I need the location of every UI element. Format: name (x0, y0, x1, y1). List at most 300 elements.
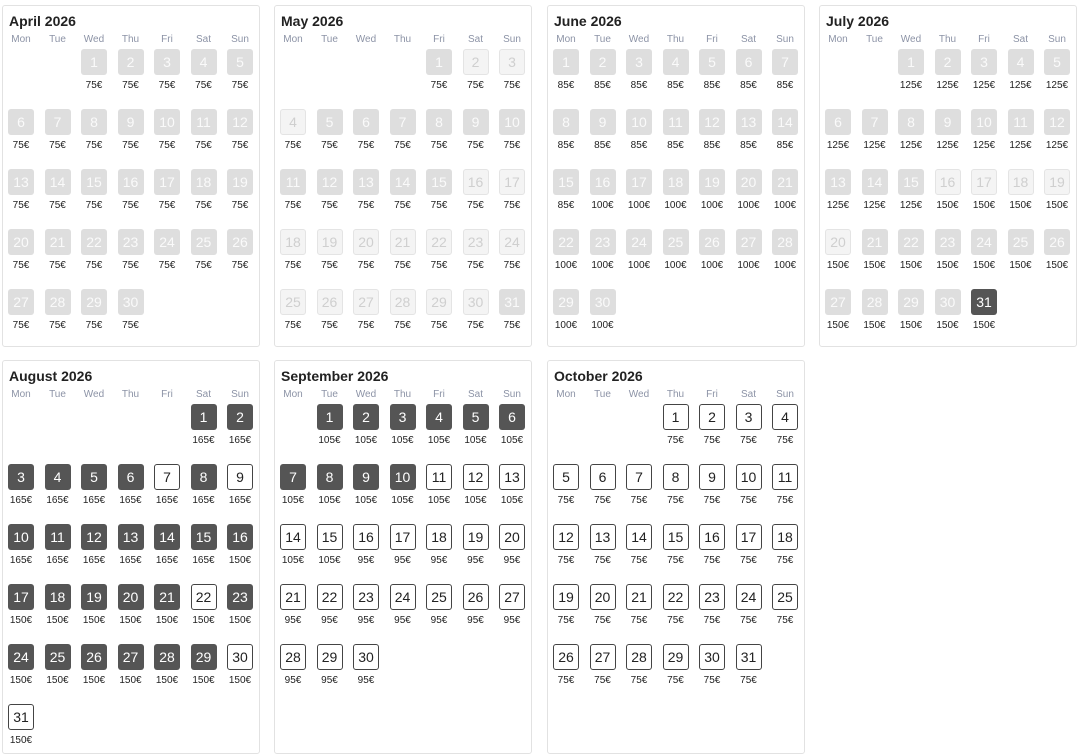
day-price: 75€ (158, 80, 176, 91)
day-cell-disabled: 27 (353, 289, 379, 315)
day-cell-past: 15 (81, 169, 107, 195)
day-cell-past: 29 (898, 289, 924, 315)
day-price: 125€ (899, 140, 923, 151)
day-cell-avail[interactable]: 31 (8, 704, 34, 730)
day-cell-past: 1 (898, 49, 924, 75)
day-cell-avail[interactable]: 13 (590, 524, 616, 550)
day-cell-avail[interactable]: 20 (590, 584, 616, 610)
day-price: 75€ (321, 200, 338, 211)
month-panel (274, 360, 532, 754)
day-cell-avail[interactable]: 17 (390, 524, 416, 550)
day-price: 75€ (467, 200, 484, 211)
day-price: 75€ (703, 675, 721, 686)
day-price: 165€ (82, 555, 106, 566)
day-cell-avail[interactable]: 16 (699, 524, 725, 550)
day-cell-avail[interactable]: 23 (353, 584, 379, 610)
day-cell-past: 13 (353, 169, 379, 195)
day-price: 75€ (430, 320, 448, 331)
day-cell-past: 7 (772, 49, 798, 75)
day-price: 165€ (228, 495, 252, 506)
day-cell-booked: 10 (8, 524, 34, 550)
day-price: 95€ (321, 615, 338, 626)
weekday-header: Thu (121, 389, 140, 400)
weekday-header: Tue (866, 34, 883, 45)
day-price: 105€ (281, 555, 305, 566)
weekday-header: Sun (503, 389, 521, 400)
day-cell-past: 4 (191, 49, 217, 75)
day-cell-booked: 23 (227, 584, 253, 610)
day-price: 75€ (740, 615, 757, 626)
day-cell-avail[interactable]: 14 (626, 524, 652, 550)
day-price: 85€ (630, 140, 648, 151)
day-cell-past: 27 (736, 229, 762, 255)
day-cell-past: 4 (1008, 49, 1034, 75)
day-cell-past: 19 (227, 169, 253, 195)
weekday-header: Sat (740, 34, 756, 45)
month-panel (819, 5, 1077, 347)
day-price: 125€ (863, 140, 886, 151)
day-cell-past: 16 (118, 169, 144, 195)
day-cell-past: 15 (553, 169, 579, 195)
day-price: 75€ (49, 140, 66, 151)
day-price: 150€ (46, 615, 69, 626)
day-cell-past: 2 (935, 49, 961, 75)
day-price: 95€ (357, 555, 375, 566)
day-price: 150€ (192, 615, 215, 626)
day-cell-avail[interactable]: 7 (626, 464, 652, 490)
day-price: 75€ (195, 140, 212, 151)
day-cell-avail[interactable]: 19 (463, 524, 489, 550)
day-cell-past: 13 (8, 169, 34, 195)
day-price: 75€ (231, 200, 249, 211)
day-cell-avail[interactable]: 28 (626, 644, 652, 670)
day-price: 75€ (467, 320, 484, 331)
day-cell-past: 4 (663, 49, 689, 75)
day-cell-past: 17 (626, 169, 652, 195)
day-cell-disabled: 23 (463, 229, 489, 255)
day-price: 100€ (700, 260, 724, 271)
day-price: 75€ (85, 140, 103, 151)
day-cell-past: 11 (663, 109, 689, 135)
weekday-header: Wed (355, 34, 377, 45)
day-price: 105€ (500, 495, 524, 506)
month-title: September 2026 (281, 368, 389, 384)
day-cell-past: 23 (935, 229, 961, 255)
day-cell-avail[interactable]: 17 (736, 524, 762, 550)
day-cell-avail[interactable]: 3 (736, 404, 762, 430)
day-price: 75€ (430, 80, 448, 91)
day-cell-avail[interactable]: 20 (499, 524, 525, 550)
day-cell-past: 20 (8, 229, 34, 255)
day-cell-avail[interactable]: 31 (736, 644, 762, 670)
month-panel (2, 5, 260, 347)
day-price: 75€ (158, 140, 176, 151)
weekday-header: Mon (828, 34, 848, 45)
weekday-header: Fri (978, 34, 990, 45)
day-price: 85€ (740, 80, 757, 91)
day-cell-past: 10 (499, 109, 525, 135)
day-price: 125€ (826, 140, 850, 151)
day-cell-past: 8 (553, 109, 579, 135)
day-price: 125€ (1045, 140, 1069, 151)
day-cell-avail[interactable]: 16 (353, 524, 379, 550)
day-price: 95€ (503, 615, 521, 626)
day-cell-past: 26 (699, 229, 725, 255)
weekday-header: Sat (467, 34, 483, 45)
day-cell-booked: 24 (8, 644, 34, 670)
day-cell-avail[interactable]: 10 (736, 464, 762, 490)
month-title: April 2026 (9, 13, 76, 29)
day-price: 75€ (231, 260, 249, 271)
day-cell-avail[interactable]: 27 (499, 584, 525, 610)
day-price: 150€ (155, 615, 179, 626)
day-price: 75€ (557, 555, 575, 566)
day-cell-disabled: 16 (935, 169, 961, 195)
day-cell-avail[interactable]: 30 (699, 644, 725, 670)
day-cell-avail[interactable]: 24 (736, 584, 762, 610)
day-cell-past: 23 (118, 229, 144, 255)
day-cell-avail[interactable]: 5 (553, 464, 579, 490)
day-price: 150€ (228, 615, 252, 626)
day-cell-avail[interactable]: 25 (772, 584, 798, 610)
day-price: 75€ (430, 260, 448, 271)
day-cell-avail[interactable]: 24 (390, 584, 416, 610)
day-price: 75€ (503, 200, 521, 211)
day-cell-past: 18 (191, 169, 217, 195)
day-price: 150€ (826, 260, 850, 271)
day-price: 85€ (776, 80, 794, 91)
day-cell-avail[interactable]: 9 (227, 464, 253, 490)
day-cell-booked: 13 (118, 524, 144, 550)
day-cell-avail[interactable]: 1 (663, 404, 689, 430)
day-price: 75€ (667, 555, 684, 566)
day-cell-booked: 21 (154, 584, 180, 610)
day-cell-past: 20 (736, 169, 762, 195)
day-cell-avail[interactable]: 28 (280, 644, 306, 670)
day-price: 75€ (122, 260, 139, 271)
day-price: 100€ (627, 200, 651, 211)
day-price: 150€ (899, 320, 923, 331)
day-cell-past: 12 (1044, 109, 1070, 135)
day-price: 75€ (630, 675, 648, 686)
day-price: 85€ (703, 140, 721, 151)
day-price: 75€ (158, 200, 176, 211)
day-cell-booked: 18 (45, 584, 71, 610)
day-price: 100€ (664, 200, 687, 211)
day-cell-avail[interactable]: 18 (772, 524, 798, 550)
day-cell-past: 22 (81, 229, 107, 255)
month-panel (2, 360, 260, 754)
day-price: 150€ (46, 675, 69, 686)
day-cell-avail[interactable]: 22 (191, 584, 217, 610)
day-price: 85€ (740, 140, 757, 151)
day-cell-past: 5 (227, 49, 253, 75)
day-cell-disabled: 2 (463, 49, 489, 75)
weekday-header: Wed (628, 389, 650, 400)
day-cell-avail[interactable]: 22 (317, 584, 343, 610)
day-price: 165€ (119, 555, 142, 566)
day-cell-avail[interactable]: 26 (463, 584, 489, 610)
day-cell-booked: 6 (499, 404, 525, 430)
day-price: 75€ (703, 435, 721, 446)
day-price: 75€ (122, 140, 139, 151)
day-price: 100€ (591, 260, 614, 271)
day-price: 100€ (554, 260, 578, 271)
weekday-header: Sat (467, 389, 483, 400)
day-cell-past: 21 (772, 169, 798, 195)
day-price: 95€ (394, 555, 411, 566)
day-cell-booked: 26 (81, 644, 107, 670)
day-price: 75€ (703, 615, 721, 626)
day-price: 105€ (354, 435, 378, 446)
day-cell-past: 2 (590, 49, 616, 75)
weekday-header: Tue (321, 389, 338, 400)
weekday-header: Wed (900, 34, 922, 45)
weekday-header: Fri (706, 389, 718, 400)
day-cell-past: 3 (154, 49, 180, 75)
day-price: 75€ (503, 320, 521, 331)
day-price: 150€ (1009, 260, 1032, 271)
day-cell-disabled: 4 (280, 109, 306, 135)
day-price: 95€ (430, 615, 448, 626)
day-cell-avail[interactable]: 26 (553, 644, 579, 670)
day-price: 165€ (46, 555, 69, 566)
day-price: 75€ (394, 140, 411, 151)
day-price: 105€ (318, 555, 341, 566)
day-price: 75€ (557, 495, 575, 506)
day-cell-avail[interactable]: 29 (317, 644, 343, 670)
day-price: 75€ (776, 495, 794, 506)
day-cell-booked: 16 (227, 524, 253, 550)
day-cell-avail[interactable]: 30 (353, 644, 379, 670)
day-cell-past: 9 (463, 109, 489, 135)
day-cell-booked: 14 (154, 524, 180, 550)
weekday-header: Sat (195, 34, 211, 45)
day-cell-avail[interactable]: 8 (663, 464, 689, 490)
day-cell-past: 9 (935, 109, 961, 135)
day-cell-avail[interactable]: 2 (699, 404, 725, 430)
day-cell-past: 25 (191, 229, 217, 255)
day-price: 95€ (284, 675, 302, 686)
day-cell-booked: 1 (317, 404, 343, 430)
day-cell-avail[interactable]: 6 (590, 464, 616, 490)
day-price: 150€ (155, 675, 179, 686)
day-cell-past: 23 (590, 229, 616, 255)
day-price: 165€ (155, 555, 179, 566)
day-cell-past: 11 (280, 169, 306, 195)
day-cell-booked: 15 (191, 524, 217, 550)
day-price: 95€ (357, 675, 375, 686)
day-cell-past: 11 (1008, 109, 1034, 135)
month-title: August 2026 (9, 368, 93, 384)
day-price: 75€ (594, 615, 611, 626)
day-price: 75€ (284, 140, 302, 151)
day-price: 150€ (972, 200, 996, 211)
day-cell-avail[interactable]: 12 (463, 464, 489, 490)
day-price: 75€ (394, 200, 411, 211)
day-cell-avail[interactable]: 30 (227, 644, 253, 670)
day-cell-past: 18 (663, 169, 689, 195)
day-price: 95€ (503, 555, 521, 566)
day-price: 100€ (591, 200, 614, 211)
day-cell-disabled: 3 (499, 49, 525, 75)
day-price: 150€ (9, 675, 33, 686)
day-cell-avail[interactable]: 22 (663, 584, 689, 610)
weekday-header: Thu (938, 34, 957, 45)
day-price: 150€ (972, 260, 996, 271)
day-price: 75€ (776, 555, 794, 566)
day-cell-past: 1 (81, 49, 107, 75)
day-price: 95€ (394, 615, 411, 626)
day-cell-past: 21 (862, 229, 888, 255)
weekday-header: Sat (740, 389, 756, 400)
day-cell-past: 5 (699, 49, 725, 75)
day-price: 75€ (85, 320, 103, 331)
day-price: 100€ (627, 260, 651, 271)
day-cell-avail[interactable]: 15 (663, 524, 689, 550)
day-price: 165€ (82, 495, 106, 506)
day-price: 75€ (740, 555, 757, 566)
day-price: 75€ (49, 260, 66, 271)
day-cell-booked: 17 (8, 584, 34, 610)
day-price: 75€ (740, 495, 757, 506)
day-price: 75€ (85, 260, 103, 271)
day-price: 75€ (557, 615, 575, 626)
day-cell-avail[interactable]: 11 (426, 464, 452, 490)
day-cell-avail[interactable]: 7 (154, 464, 180, 490)
day-cell-booked: 19 (81, 584, 107, 610)
day-cell-avail[interactable]: 25 (426, 584, 452, 610)
day-price: 105€ (500, 435, 524, 446)
day-cell-past: 8 (81, 109, 107, 135)
day-price: 150€ (9, 735, 33, 746)
day-price: 75€ (394, 320, 411, 331)
day-cell-disabled: 16 (463, 169, 489, 195)
day-price: 75€ (594, 555, 611, 566)
day-price: 75€ (776, 435, 794, 446)
day-cell-past: 29 (553, 289, 579, 315)
day-price: 105€ (391, 435, 414, 446)
day-cell-past: 30 (935, 289, 961, 315)
weekday-header: Mon (11, 34, 31, 45)
weekday-header: Mon (283, 34, 303, 45)
day-cell-past: 7 (390, 109, 416, 135)
day-price: 100€ (554, 320, 578, 331)
day-price: 125€ (1045, 80, 1069, 91)
day-cell-past: 5 (317, 109, 343, 135)
day-price: 150€ (1009, 200, 1032, 211)
day-cell-avail[interactable]: 27 (590, 644, 616, 670)
day-cell-avail[interactable]: 18 (426, 524, 452, 550)
day-price: 150€ (863, 320, 886, 331)
day-price: 100€ (664, 260, 687, 271)
weekday-header: Fri (161, 389, 173, 400)
day-cell-past: 28 (772, 229, 798, 255)
day-cell-avail[interactable]: 9 (699, 464, 725, 490)
weekday-header: Sun (1048, 34, 1066, 45)
day-cell-disabled: 30 (463, 289, 489, 315)
day-cell-past: 11 (191, 109, 217, 135)
day-cell-avail[interactable]: 21 (280, 584, 306, 610)
day-cell-booked: 12 (81, 524, 107, 550)
day-price: 75€ (503, 260, 521, 271)
day-price: 75€ (49, 200, 66, 211)
day-cell-past: 29 (81, 289, 107, 315)
day-cell-avail[interactable]: 15 (317, 524, 343, 550)
day-cell-past: 13 (736, 109, 762, 135)
day-cell-avail[interactable]: 13 (499, 464, 525, 490)
day-cell-booked: 7 (280, 464, 306, 490)
day-cell-disabled: 24 (499, 229, 525, 255)
day-price: 75€ (667, 495, 684, 506)
day-cell-past: 27 (825, 289, 851, 315)
day-price: 75€ (357, 260, 375, 271)
day-cell-past: 12 (699, 109, 725, 135)
day-cell-past: 13 (825, 169, 851, 195)
day-cell-past: 21 (45, 229, 71, 255)
day-price: 150€ (228, 555, 252, 566)
day-cell-avail[interactable]: 23 (699, 584, 725, 610)
day-cell-avail[interactable]: 21 (626, 584, 652, 610)
day-cell-past: 22 (553, 229, 579, 255)
day-price: 150€ (863, 260, 886, 271)
day-price: 125€ (826, 200, 850, 211)
day-cell-avail[interactable]: 4 (772, 404, 798, 430)
day-price: 75€ (321, 140, 338, 151)
day-cell-booked: 1 (191, 404, 217, 430)
day-price: 95€ (284, 615, 302, 626)
day-price: 150€ (899, 260, 923, 271)
day-price: 95€ (321, 675, 338, 686)
day-price: 75€ (594, 675, 611, 686)
day-price: 105€ (281, 495, 305, 506)
day-price: 75€ (503, 140, 521, 151)
day-cell-avail[interactable]: 14 (280, 524, 306, 550)
weekday-header: Wed (628, 34, 650, 45)
day-price: 75€ (630, 495, 648, 506)
weekday-header: Fri (433, 389, 445, 400)
day-price: 150€ (972, 320, 996, 331)
day-price: 165€ (9, 555, 33, 566)
day-price: 75€ (85, 80, 103, 91)
day-cell-avail[interactable]: 12 (553, 524, 579, 550)
day-price: 125€ (972, 140, 996, 151)
day-cell-avail[interactable]: 11 (772, 464, 798, 490)
day-price: 75€ (594, 495, 611, 506)
day-cell-avail[interactable]: 19 (553, 584, 579, 610)
weekday-header: Sun (231, 34, 249, 45)
weekday-header: Tue (49, 389, 66, 400)
day-price: 75€ (231, 140, 249, 151)
day-cell-booked: 28 (154, 644, 180, 670)
day-price: 100€ (773, 200, 797, 211)
weekday-header: Thu (121, 34, 140, 45)
day-cell-past: 24 (154, 229, 180, 255)
day-price: 75€ (12, 320, 30, 331)
day-cell-booked: 8 (191, 464, 217, 490)
day-price: 95€ (357, 615, 375, 626)
day-cell-past: 24 (971, 229, 997, 255)
day-cell-past: 1 (553, 49, 579, 75)
day-price: 85€ (703, 80, 721, 91)
month-title: May 2026 (281, 13, 344, 29)
day-cell-past: 27 (8, 289, 34, 315)
day-cell-past: 22 (898, 229, 924, 255)
day-price: 150€ (119, 675, 142, 686)
day-cell-avail[interactable]: 29 (663, 644, 689, 670)
day-price: 75€ (667, 675, 684, 686)
day-price: 75€ (357, 320, 375, 331)
